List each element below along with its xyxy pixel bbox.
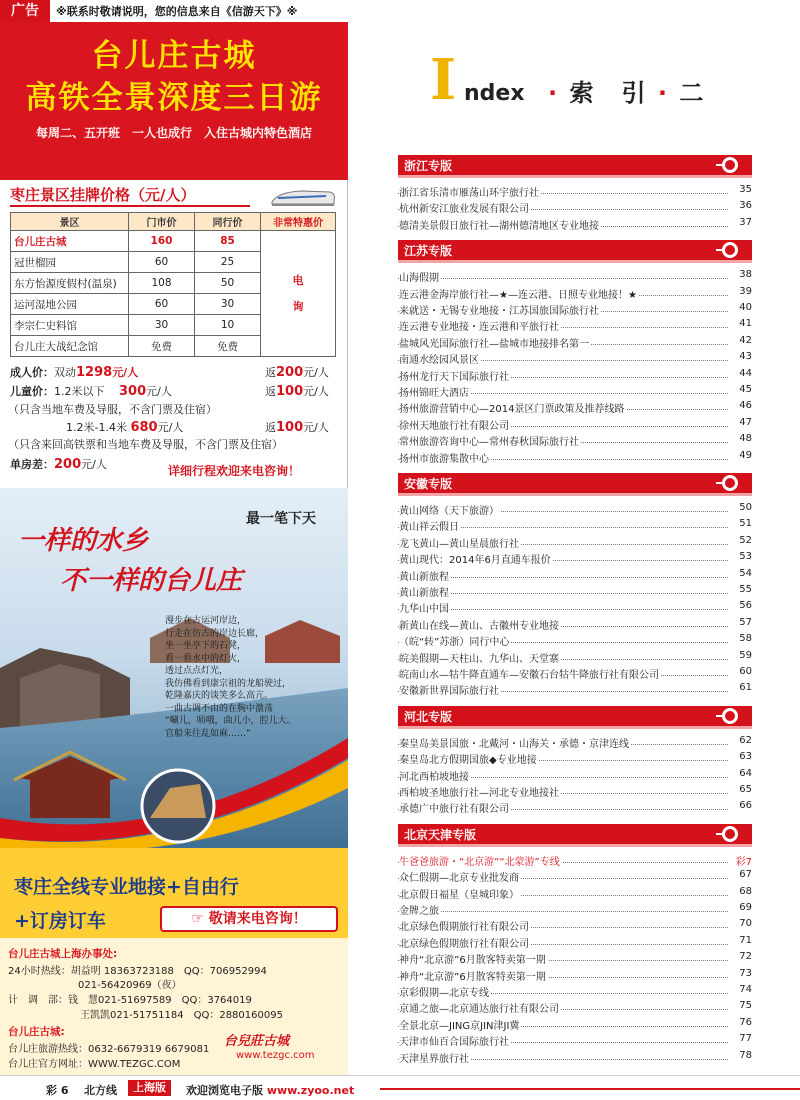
section-label: 江苏专版 (404, 244, 453, 259)
entry-title: 西柏坡圣地旅行社—河北专业地接社 (399, 784, 561, 799)
office-title: 台儿庄古城上海办事处: (8, 948, 118, 960)
index-entry[interactable] (398, 934, 752, 951)
entry-title: 南通水绘园风景区 (399, 351, 481, 366)
trade-price: 免费 (195, 336, 261, 357)
section-circle-icon (722, 475, 738, 491)
entry-title: 黄山新旅程 (399, 584, 451, 599)
poem-line: 我仿佛看到康宗祖的龙船驶过， (165, 678, 292, 689)
city-title: 台儿庄古城: (8, 1026, 65, 1038)
price-title-rule (10, 205, 250, 207)
entry-page-number: 35 (739, 184, 752, 195)
col-header-special: 非常特惠价 (261, 213, 336, 231)
entry-title: 扬州旅游营销中心—2014景区门票政策及推荐线路 (399, 400, 626, 415)
section-label: 浙江专版 (404, 159, 453, 173)
index-entry[interactable] (398, 967, 752, 984)
index-entry[interactable] (398, 799, 752, 816)
entry-title: 黄山祥云假日 (399, 518, 461, 533)
index-entry[interactable] (398, 268, 752, 285)
index-entry[interactable] (398, 383, 752, 400)
index-entry[interactable] (398, 416, 752, 433)
entry-page-number: 38 (739, 269, 752, 281)
entry-title: 盐城风光国际旅行社—盐城市地接排名第一 (399, 335, 591, 350)
col-header-trade: 同行价 (195, 213, 261, 231)
consult-button[interactable]: ☞ 敬请来电咨询！ (160, 906, 338, 932)
entry-page-number: 52 (739, 534, 752, 546)
index-entry[interactable] (398, 367, 752, 384)
index-entry[interactable] (398, 183, 752, 200)
entry-page-number: 49 (739, 449, 752, 461)
entry-title: 金牌之旅 (399, 902, 441, 917)
entry-page-number: 47 (739, 416, 752, 428)
entry-page-number: 56 (739, 600, 752, 612)
index-entry[interactable] (398, 632, 752, 649)
section-stripe (398, 844, 752, 847)
poem-line: “唰儿，唝哦，曲儿小，腔儿大。 (165, 716, 296, 726)
entry-title: 全景北京—JING京JIN津JI冀 (399, 1017, 521, 1032)
scenic-name: 运河湿地公园 (11, 294, 129, 315)
entry-page-number: 78 (739, 1049, 752, 1061)
slogan-line-2: 不一样的台儿庄 (60, 566, 243, 596)
entry-title: 天津星界旅行社 (399, 1050, 471, 1065)
entry-page-number: 77 (739, 1033, 752, 1045)
index-entry[interactable] (398, 783, 752, 800)
entry-page-number: 55 (739, 584, 752, 595)
trade-price: 25 (195, 252, 261, 273)
entry-page-number: 51 (739, 518, 752, 530)
scenic-name: 冠世榴园 (11, 252, 129, 273)
entry-title: 天津市仙百合国际旅行社 (399, 1033, 511, 1048)
index-entry[interactable] (398, 317, 752, 334)
child2-refund: 返100元/人 (265, 420, 329, 435)
index-entry[interactable] (398, 999, 752, 1016)
trade-price: 85 (195, 231, 261, 252)
section-circle-icon (722, 826, 738, 842)
index-entry[interactable] (398, 285, 752, 302)
dept-contact-1: 计 调 部：钱 慧021-51697589 QQ：3764019 (8, 995, 252, 1006)
adult-refund: 返200元/人 (265, 365, 329, 380)
entry-page-number: 43 (739, 351, 752, 363)
index-section-header (398, 824, 752, 844)
poem-text (165, 615, 345, 740)
entry-page-number: 36 (739, 200, 752, 212)
entry-page-number: 50 (739, 502, 752, 513)
entry-title: 河北西柏坡地接 (399, 768, 471, 783)
entry-title: 连云港专业地接・连云港和平旅行社 (399, 318, 561, 333)
index-entry[interactable] (398, 616, 752, 633)
entry-page-number: 61 (739, 682, 752, 694)
entry-title: 连云港金海岸旅行社—★—连云港、日照专业地接！★ (399, 286, 639, 301)
entry-title: 山海假期 (399, 269, 441, 284)
index-entry[interactable] (398, 216, 752, 233)
entry-title: 皖美假期—天柱山、九华山、天堂寨 (399, 650, 561, 665)
hotline-night: 021-56420969（夜） (78, 980, 182, 991)
entry-title: 扬州市旅游集散中心 (399, 450, 491, 465)
poem-line: 透过点点灯光， (165, 666, 229, 676)
index-entry[interactable] (398, 432, 752, 449)
entry-title: 黄山网络（天下旅游） (399, 502, 501, 517)
entry-page-number: 46 (739, 400, 752, 412)
index-section-header (398, 155, 752, 175)
poem-line: 看一看水中的灯火， (165, 653, 247, 664)
index-title-chinese: · 索 引 · 二 (548, 79, 706, 107)
entry-title: 黄山新旅程 (399, 568, 451, 583)
scenic-name: 台儿庄大战纪念馆 (11, 336, 129, 357)
poem-line: 乾隆嘉庆的谈笑多么高亢。 (165, 691, 274, 701)
index-entry[interactable] (398, 868, 752, 885)
entry-page-number: 45 (739, 384, 752, 395)
index-entry[interactable] (398, 901, 752, 918)
index-entry[interactable] (398, 983, 752, 1000)
index-title-initial: I (430, 47, 457, 113)
entry-title: 北京绿色假期旅行社有限公司 (399, 918, 531, 933)
dot-leader (398, 278, 728, 279)
entry-page-number: 67 (739, 869, 752, 881)
ad-hero-subtitle: 每周二、五开班 一人也成行 入住古城内特色酒店 (35, 126, 312, 140)
agency-hotline: 台儿庄旅游热线：0632-6679319 6679081 (8, 1044, 210, 1055)
index-entry[interactable] (398, 583, 752, 600)
entry-title: 神舟“北京游”6月散客特卖第一期 (399, 968, 548, 983)
entry-title: 秦皇岛北方假期国旅◆专业地接 (399, 751, 539, 766)
ad-notice: ※联系时敬请说明，您的信息来自《信游天下》※ (56, 5, 298, 18)
index-entry[interactable] (398, 767, 752, 784)
index-entry[interactable] (398, 334, 752, 351)
city-logo-url[interactable]: www.tezgc.com (236, 1050, 315, 1061)
scenic-name: 台儿庄古城 (11, 231, 129, 252)
index-entry[interactable] (398, 567, 752, 584)
entry-page-number: 41 (739, 318, 752, 330)
slogan-stamp-text: 最一笔下天 (246, 511, 316, 527)
entry-page-number: 74 (739, 984, 752, 995)
entry-title: 九华山中国 (399, 600, 451, 615)
retail-price: 160 (129, 231, 195, 252)
entry-title: 浙江省乐清市雁荡山环宇旅行社 (399, 184, 541, 199)
page-footer (0, 1075, 800, 1100)
child-refund: 返100元/人 (265, 384, 329, 399)
index-entry[interactable] (398, 449, 752, 466)
dept-contact-2: 王凯凯021-51751184 QQ：2880160095 (80, 1010, 283, 1021)
entry-page-number: 48 (739, 433, 752, 445)
poem-line: 漫步在古运河岸边， (165, 616, 247, 626)
entry-title: （皖“转”苏浙）同行中心 (399, 633, 511, 648)
entry-page-number: 53 (739, 551, 752, 563)
entry-title: 北京绿色假期旅行社有限公司 (399, 935, 531, 950)
section-stripe (398, 493, 752, 496)
entry-page-number: 54 (739, 567, 752, 579)
retail-price: 30 (129, 315, 195, 336)
section-stripe (398, 260, 752, 263)
index-entry[interactable] (398, 649, 752, 666)
adult-price-line: 成人价：双动1298元/人 (10, 365, 139, 380)
footer-url[interactable]: www.zyoo.net (266, 1084, 355, 1097)
service-line-1: 枣庄全线专业地接+自由行 (14, 876, 239, 898)
price-section-title: 枣庄景区挂牌价格（元/人） (10, 186, 196, 204)
entry-title: 京彩假期—北京专线 (399, 984, 491, 999)
ad-hero-title-2: 高铁全景深度三日游 (25, 80, 323, 116)
detail-consult-note: 详细行程欢迎来电咨询！ (168, 464, 301, 478)
retail-price: 108 (129, 273, 195, 294)
hotline: 24小时热线：胡益明 18363723188 QQ：706952994 (8, 966, 267, 977)
slogan-line-1: 一样的水乡 (18, 526, 149, 556)
entry-page-number: 40 (739, 302, 752, 313)
index-entry[interactable] (398, 1032, 752, 1049)
entry-page-number: 37 (739, 216, 752, 228)
entry-page-number: 63 (739, 751, 752, 763)
entry-title: 北京假日福星（皇城印象） (399, 886, 521, 901)
entry-page-number: 73 (739, 967, 752, 979)
trade-price: 10 (195, 315, 261, 336)
col-header-scenic: 景区 (11, 213, 129, 231)
entry-title: 黄山现代：2014年6月直通车报价 (399, 551, 553, 566)
entry-page-number: 69 (739, 902, 752, 913)
section-circle-icon (722, 157, 738, 173)
index-entry[interactable] (398, 885, 752, 902)
entry-title: 京通之旅—北京通达旅行社有限公司 (399, 1000, 561, 1015)
index-section-header (398, 706, 752, 726)
entry-page-number: 71 (739, 934, 752, 946)
index-title-rest: ndex (464, 81, 525, 106)
entry-title: 皖南山水—牯牛降直通车—安徽石台牯牛降旅行社有限公司 (399, 666, 661, 681)
entry-page-number: 59 (739, 649, 752, 661)
footer-edition-badge: 上海版 (128, 1080, 171, 1096)
index-entry[interactable] (398, 517, 752, 534)
col-header-retail: 门市价 (129, 213, 195, 231)
entry-page-number: 72 (739, 951, 752, 963)
index-entry[interactable] (398, 681, 752, 698)
entry-page-number: 62 (739, 734, 752, 746)
city-logo: 台兒莊古城 (224, 1034, 290, 1049)
entry-page-number: 64 (739, 767, 752, 779)
section-label: 北京天津专版 (404, 827, 477, 842)
child-price-note: （只含当地车费及导服，不含门票及住宿） (8, 403, 217, 416)
entry-page-number: 65 (739, 784, 752, 795)
index-entry[interactable] (398, 950, 752, 967)
section-stripe (398, 726, 752, 729)
entry-page-number: 57 (739, 616, 752, 628)
index-section-header (398, 473, 752, 493)
price-table-row (11, 231, 336, 252)
trade-price: 50 (195, 273, 261, 294)
entry-page-number: 68 (739, 885, 752, 897)
service-line-2: +订房订车 (14, 910, 106, 932)
ad-hero-title-1: 台儿庄古城 (91, 38, 257, 74)
section-label: 安徽专版 (404, 477, 453, 491)
entry-page-number: 39 (739, 285, 752, 297)
entry-title: 龙飞黄山—黄山星晨旅行社 (399, 535, 521, 550)
entry-title: 新黄山在线—黄山、古徽州专业地接 (399, 617, 561, 632)
train-icon (268, 186, 338, 210)
section-label: 河北专版 (404, 709, 453, 724)
entry-page-number: 44 (739, 367, 752, 379)
entry-title: 安徽新世界国际旅行社 (399, 682, 501, 697)
index-entry[interactable] (398, 399, 752, 416)
index-entry[interactable] (398, 301, 752, 318)
entry-page-number: 70 (739, 918, 752, 930)
entry-title: 牛爸爸旅游・“北京游”“北蒙游”专线 (399, 853, 562, 868)
entry-page-number: 58 (739, 633, 752, 645)
poem-line: 一曲古调不由的在胸中激荡 (165, 703, 274, 714)
scenic-name: 李宗仁史料馆 (11, 315, 129, 336)
entry-title: 杭州新安江旅业发展有限公司 (399, 200, 531, 215)
entry-title: 来就送・无锡专业地接・江苏国旅国际旅行社 (399, 302, 601, 317)
entry-page-number: 75 (739, 1000, 752, 1012)
footer-line-name: 北方线 (84, 1084, 117, 1097)
retail-price: 免费 (129, 336, 195, 357)
index-entry[interactable] (398, 501, 752, 518)
advertisement-column (0, 0, 348, 1075)
price-table-header (11, 213, 336, 231)
index-entry[interactable] (398, 534, 752, 551)
official-website[interactable]: 台儿庄官方网址：WWW.TEZGC.COM (8, 1059, 181, 1070)
index-entry[interactable] (398, 750, 752, 767)
entry-title: 徐州天地旅行社有限公司 (399, 417, 511, 432)
index-entry[interactable] (398, 734, 752, 751)
entry-page-number: 42 (739, 334, 752, 346)
index-entry[interactable] (398, 665, 752, 682)
scenic-name: 东方怡源度假村(温泉) (11, 273, 129, 294)
index-entry[interactable] (398, 599, 752, 616)
section-circle-icon (722, 708, 738, 724)
child2-price-note: （只含来回高铁票和当地车费及导服，不含门票及住宿） (8, 438, 283, 451)
entry-title: 秦皇岛美景国旅・北戴河・山海关・承德・京津连线 (399, 735, 631, 750)
section-circle-icon (722, 242, 738, 258)
poem-line: 官船来往乱如麻……” (165, 728, 251, 739)
index-entry[interactable] (398, 1049, 752, 1066)
poem-line: 行走在仿古的岸边长廊， (165, 628, 265, 639)
ad-tag: 广告 (0, 0, 50, 22)
entry-page-number: 60 (739, 666, 752, 677)
retail-price: 60 (129, 252, 195, 273)
footer-rule (380, 1088, 800, 1090)
entry-title: 常州旅游咨询中心—常州春秋国际旅行社 (399, 433, 581, 448)
entry-title: 扬州龙行天下国际旅行社 (399, 368, 511, 383)
index-entry[interactable] (398, 917, 752, 934)
special-price-call: 电 询 (261, 231, 336, 357)
entry-title: 承德广中旅行社有限公司 (399, 800, 511, 815)
entry-title: 众仁假期—北京专业批发商 (399, 869, 521, 884)
entry-page-number: 66 (739, 800, 752, 812)
ad-top-bar (0, 0, 348, 22)
dot-leader (398, 911, 728, 912)
entry-title: 德清美景假日旅行社—湖州德清地区专业地接 (399, 217, 601, 232)
entry-page-number: 彩7 (734, 853, 752, 868)
section-stripe (398, 175, 752, 178)
child2-price-line: 1.2米-1.4米 680元/人 (66, 420, 184, 435)
trade-price: 30 (195, 294, 261, 315)
index-entry[interactable] (398, 1016, 752, 1033)
index-entry[interactable] (398, 550, 752, 567)
footer-text: 欢迎浏览电子版 www.zyoo.net (186, 1084, 355, 1097)
retail-price: 60 (129, 294, 195, 315)
index-entry[interactable] (398, 199, 752, 216)
entry-title: 神舟“北京游”6月散客特卖第一期 (399, 951, 548, 966)
poem-line: 坐一坐亭下的石凳， (165, 641, 247, 651)
entry-page-number: 76 (739, 1016, 752, 1028)
single-room-line: 单房差：200元/人 (10, 457, 107, 472)
price-table (10, 212, 336, 357)
entry-title: 扬州锦旺大酒店 (399, 384, 471, 399)
footer-page-number: 彩 6 (46, 1084, 69, 1097)
child-price-line: 儿童价：1.2米以下 300元/人 (10, 384, 172, 399)
index-entry[interactable] (398, 350, 752, 367)
index-entry[interactable] (398, 852, 752, 869)
index-section-header (398, 240, 752, 260)
